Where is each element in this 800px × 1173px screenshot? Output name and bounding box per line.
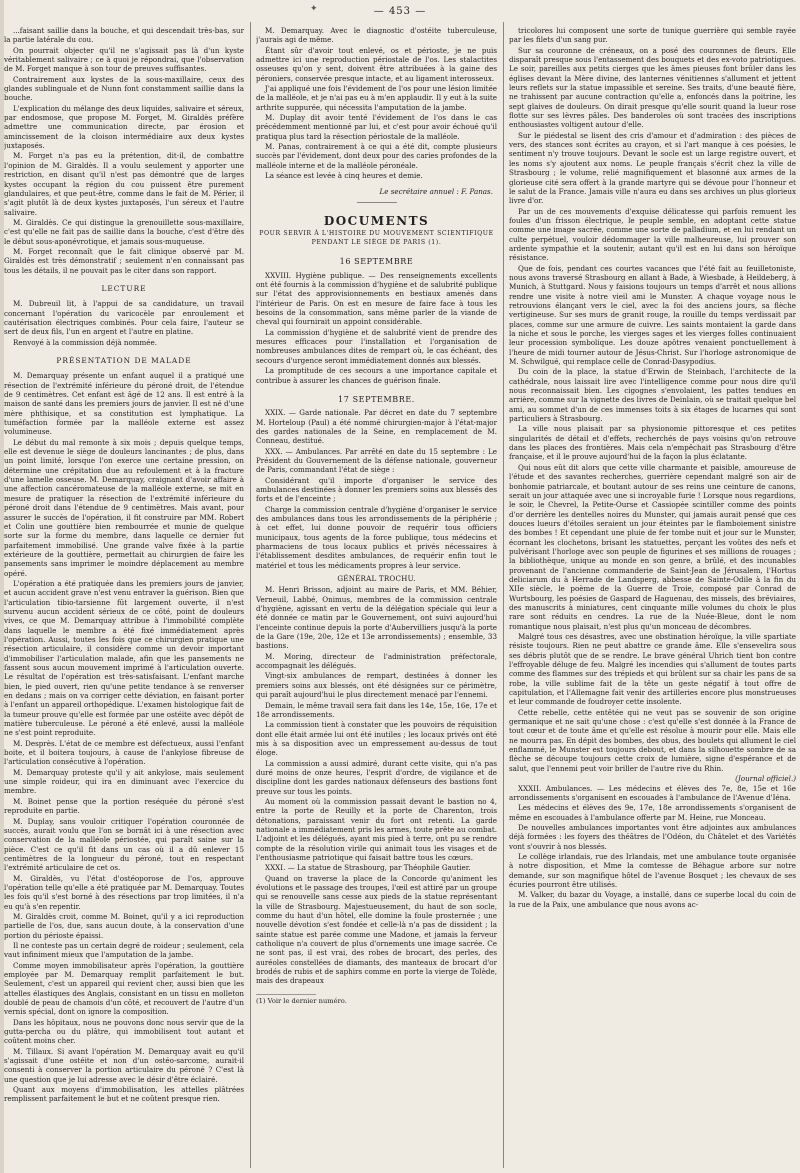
divider [357,202,397,203]
paragraph: Demain, le même travail sera fait dans les 14e, 15e, 16e, 17e et 18e arrondissements. [256,700,497,719]
paragraph: M. Henri Brisson, adjoint au maire de Paris, et MM. Béhier, Verneuil, Labbé, Onimus, membres de la commission centrale d'hygiène, agissant en vertu de la délégation spéciale qui leur a été donnée ce matin par le Gouvernement, ont suivi aujourd'hui l'enceinte continue depuis la porte d'Aubervilliers jusqu'à la porte de la Gare (19e, 20e, 12e et 13e arrondissements) ; ensemble, 33 bastions. [256,585,497,651]
paragraph: Comme moyen immobilisateur après l'opération, la gouttière employée par M. Demarquay remplit parfaitement le but. Seulement, c'est un appareil qui revient cher, aussi bien que les attelles élastiques des Anglais, consistant en un tissu en molleton doublé de peau de chamois d'un côté, et recouvert de l'autre d'un vernis spécial, dont on ignore la composition. [4,960,244,1017]
paragraph: XXXII. Ambulances. — Les médecins et élèves des 7e, 8e, 15e et 16e arrondissements s'organisent en escouades à l'ambulance de l'Avenue d'Iéna. [509,783,796,802]
paragraph: Il ne conteste pas un certain degré de roideur ; seulement, cela vaut infiniment mieux que l'amputation de la jambe. [4,940,244,960]
paragraph: L'opération a été pratiquée dans les premiers jours de janvier, et aucun accident grave n'est venu entraver la guérison. Bien que l'articulation tibio-tarsienne fût largement ouverte, il n'est survenu aucun accident sérieux de ce côté, point de douleurs vives, ce que M. Demarquay attribue à l'immobilité complète dans laquelle le membre a été fixé immédiatement après l'opération. Aussi, toutes les fois que ce chirurgien pratique une résection articulaire, il considère comme un devoir important d'immobiliser l'articulation malade, afin que les pansements ne fassent sous aucun mouvement imprimé à l'articulation ouverte. Le résultat de l'opération est très-satisfaisant. L'enfant marche bien, le pied ouvert, rien qu'une petite tendance à se renverser en dedans ; mais on va corriger cette déviation, en faisant porter à l'enfant un appareil orthopédique. L'examen histologique fait de la tumeur prouve qu'elle est formée par une ostéite avec dépôt de matière tuberculeuse. Le péroné a été enlevé, aussi la malléole ne s'est point reproduite. [4,578,244,738]
secretary-signature: Le secrétaire annuel : F. Panas. [379,186,493,196]
paragraph: Au moment où la commission passait devant le bastion no 4, entre la porte de Reuilly et la porte de Charenton, trois détonations, paraissant venir du fort ont retenti. La garde nationale a immédiatement pris les armes, toute prête au combat. L'adjoint et les délégués, ayant mis pied à terre, ont pu se rendre compte de la résolution virile qui animait tous les visages et de l'enthousiasme patriotique qui faisait battre tous les cœurs. [256,796,497,862]
paragraph: L'explication du mélange des deux liquides, salivaire et séreux, par endosmose, que propose M. Forget, M. Giraldès préfère admettre une communication directe, par érosion et amincissement de la cloison intermédiaire aux deux kystes juxtaposés. [4,103,244,151]
paragraph: M. Demarquay présente un enfant auquel il a pratiqué une résection de l'extrémité inférieure du péroné droit, de l'étendue de 9 centimètres. Cet enfant est âgé de 12 ans. Il est entré à la maison de santé dans les premiers jours de janvier. Il est né d'une mère phthisique, et sa constitution est lymphatique. La tuméfaction formée par la malléole externe est assez volumineuse. [4,371,244,437]
column-1 [4,26,244,1166]
paragraph: Vingt-six ambulances de rempart, destinées à donner les premiers soins aux blessés, ont été désignées sur ce périmètre, qui paraît aujourd'hui le plus directement menacé par l'ennemi. [256,671,497,700]
paragraph: Malgré tous ces désastres, avec une obstination héroïque, la ville spartiate résiste toujours. Rien ne peut abattre ce grande âme. Elle s'ensevelira sous ses débris plutôt que de se rendre. Le brave général Uhrich tient bon contre l'effroyable déluge de feu. Malgré les incendies qui s'allument de toutes parts comme des flammes sur des trépieds et qui brûlent sur sa chair les pans de sa robe, la ville sublime fait de la tête un geste négatif à tout offre de capitulation, et l'Allemagne fait venir des artilleries encore plus monstrueuses et leur commande de foudroyer cette insolente. [509,632,796,707]
paragraph: Dans les hôpitaux, nous ne pouvons donc nous servir que de la gutta-percha ou du plâtre, qui immobilisent tout autant et coûtent moins cher. [4,1017,244,1046]
paragraph: M. Panas, contrairement à ce qui a été dit, compte plusieurs succès par l'évidement, dont deux pour des caries profondes de la malléole interne et de la malléole péronéale. [256,142,497,170]
date-heading: 17 SEPTEMBRE. [338,394,415,404]
documents-subtitle: POUR SERVIR À L'HISTOIRE DU MOUVEMENT SCIENTIFIQUE PENDANT LE SIÈGE DE PARIS (1). [259,230,494,246]
paragraph: La commission a aussi admiré, durant cette visite, qui n'a pas duré moins de onze heures, l'esprit d'ordre, de vigilance et de discipline dont les gardes nationaux défenseurs des bastions font preuve sur tous les points. [256,758,497,796]
paragraph: Contrairement aux kystes de la sous-maxillaire, ceux des glandes sublinguale et de Nunn font constamment saillie dans la bouche. [4,74,244,103]
paragraph: Que de fois, pendant ces courtes vacances que l'été fait au feuilletoniste, nous avons traversé Strasbourg en allant à Bade, à Wiesbade, à Heildeberg, à Munich, à Stuttgard. Nous y faisions toujours un temps d'arrêt et nous allions rendre une visite à notre vieil ami le Munster. A chaque voyage nous le retrouvions élançant vers le ciel, avec la foi des anciens jours, sa flèche vertigineuse. Sur ses murs de granit rouge, la rouille du temps verdissait par places, comme sur une armure de cuivre. Les saints montaient la garde dans la niche et sous le porche, les vierges sages et les vierges folles continuaient leur procession symbolique. Les douze apôtres venaient ponctuellement à l'heure de midi tourner autour de Jésus-Christ. Sur l'horloge astronomique de M. Schwilgué, qui remplace celle de Conrad-Dasypodius. [509,263,796,367]
paragraph: La promptitude de ces secours a une importance capitale et contribue à assurer les chances de guérison finale. [256,366,497,385]
paragraph: M. Desprès. L'état de ce membre est défectueux, aussi l'enfant boite, et il boitera toujours, à cause de l'ankylose fibreuse de l'articulation consécutive à l'opération. [4,738,244,767]
paragraph: La séance est levée à cinq heures et demie. [265,171,423,181]
paragraph: Le collège irlandais, rue des Irlandais, met une ambulance toute organisée à notre disposition, et Mme la comtesse de Béhague arbore sur notre demande, sur son magnifique hôtel de l'avenue Bosquet ; les chevaux de ses écuries pourront être utilisés. [509,851,796,889]
paragraph: Cette rebelle, cette entêtée qui ne veut pas se souvenir de son origine germanique et ne sait qu'une chose : c'est qu'elle s'est donnée à la France de tout cœur et de toute âme et qu'elle est résolue à mourir pour elle. Mais elle ne mourra pas. En dépit des bombes, des obus, des boulets qui allument le ciel enflammé, le Munster est toujours debout, et dans la silhouette sombre de sa flèche se découpe toujours cette croix de lumière, signe d'espérance et de salut, que l'ennemi peut voir briller de l'autre rive du Rhin. [509,707,796,773]
page-number: — 453 — [373,6,427,17]
paragraph: M. Giraldès. Ce qui distingue la grenouillette sous-maxillaire, c'est qu'elle ne fait pas de saillie dans la bouche, c'est d'être dès le début sous-aponévrotique, et jamais sous-muqueuse. [4,217,244,246]
paragraph: XXX. — Ambulances. Par arrêté en date du 15 septembre : Le Président du Gouvernement de la défense nationale, gouverneur de Paris, commandant l'état de siège : [256,446,497,475]
paragraph: M. Forget reconnaît que le fait clinique observé par M. Giraldès est très démonstratif ; seulement n'en connaissant pas tous les détails, il ne pouvait pas le citer dans son rapport. [4,246,244,275]
paragraph: M. Tillaux. Si avant l'opération M. Demarquay avait eu qu'il s'agissait d'une ostéite et non d'un ostéo-sarcome, aurait-il consenti à conserver la portion articulaire du péroné ? C'est là une question que je lui adresse avec le désir d'être éclairé. [4,1046,244,1084]
section-heading-presentation: PRÉSENTATION DE MALADE [56,356,192,365]
column-2 [256,26,497,1166]
paragraph: Renvoyé à la commission déjà nommée. [13,337,158,347]
paragraph: M. Forget n'a pas eu la prétention, dit-il, de combattre l'opinion de M. Giraldès. Il a voulu seulement y apporter une restriction, en disant qu'il n'est pas démontré que de larges kystes occupant la région du cou puissent être purement glandulaires, et que peut-être, comme dans le fait de M. Périer, il s'agit plutôt là de deux kystes juxtaposés, l'un séreux et l'autre salivaire. [4,151,244,217]
paragraph: La commission d'hygiène et de salubrité vient de prendre des mesures efficaces pour l'installation et l'organisation de nombreuses ambulances dites de rempart où, le cas échéant, des secours d'urgence seront immédiatement donnés aux blessés. [256,327,497,365]
paragraph: M. Duplay, sans vouloir critiquer l'opération couronnée de succès, aurait voulu que l'on se bornât ici à une résection avec conservation de la malléole périostée, qui paraît saine sur la pièce. C'est ce qu'il fit dans un cas où il a dû enlever 15 centimètres de la longueur du péroné, tout en respectant l'extrémité articulaire de cet os. [4,816,244,873]
paragraph: Sur le piédestal se lisent des cris d'amour et d'admiration : des pièces de vers, des stances sont écrites au crayon, et si l'art manque à ces poésies, le sentiment n'y trouve toujours. Devant le socle est un large registre ouvert, et les noms s'y ajoutent aux noms. Le peuple français s'écrit chez la ville de Strasbourg ; le volume, relié magnifiquement et blasonné aux armes de la glorieuse cité sera offert à la grande martyre qui se dévoue pour l'honneur et le salut de la France. Jamais ville n'aura eu dans ses archives un plus glorieux livre d'or. [509,130,796,206]
paragraph: De nouvelles ambulances importantes vont être adjointes aux ambulances déjà formées : les foyers des théâtres de l'Odéon, du Châtelet et des Variétés vont s'ouvrir à nos blessés. [509,822,796,851]
column-rule-1 [250,22,251,1168]
signature-trochu: GÉNÉRAL TROCHU. [337,574,416,584]
paragraph: XXIX. — Garde nationale. Par décret en date du 7 septembre M. Horteloup (Paul) a été nommé chirurgien-major à l'état-major des gardes nationales de la Seine, en remplacement de M. Conneau, destitué. [256,408,497,446]
paragraph: M. Duplay dit avoir tenté l'évidement de l'os dans le cas précédemment mentionné par lui, et c'est pour avoir échoué qu'il pratiqua plus tard la résection périostale de la malléole. [256,113,497,141]
paragraph: Sur sa couronne de créneaux, on a posé des couronnes de fleurs. Elle disparaît presque sous l'entassement des bouquets et des ex-voto patriotiques. Le soir, pareilles aux petits cierges que les âmes pieuses font brûler dans les églises devant la Mère divine, des lanternes vénitiennes s'allument et jettent leurs reflets sur la statue impassible et sereine. Ses traits, d'une beauté fière, ne trahissent par aucune contraction qu'elle a, enfoncés dans la poitrine, les sept glaives de douleurs. On dirait presque qu'elle sourit quand la lueur rose flotte sur ses lèvres pâles. Des banderoles où sont tracées des inscriptions enthousiastes voltigent autour d'elle. [509,45,796,130]
paragraph: M. Dubreuil lit, à l'appui de sa candidature, un travail concernant l'opération du varicocèle par enroulement et cautérisation électriques combinés. Pour cela faire, l'auteur se sert de deux fils, l'un en argent et l'autre en platine. [4,299,244,337]
paragraph: M. Boinet pense que la portion reséquée du péroné s'est reproduite en partie. [4,796,244,816]
paragraph: M. Demarquay. Avec le diagnostic d'ostéite tuberculeuse, j'aurais agi de même. [256,26,497,45]
paragraph: On pourrait objecter qu'il ne s'agissait pas là d'un kyste véritablement salivaire ; ce à quoi je répondrai, que l'observation de M. Forget manque à son tour de preuves suffisantes. [4,45,244,74]
paragraph: M. Moring, directeur de l'administration préfectorale, accompagnait les délégués. [256,651,497,671]
date-heading: 16 SEPTEMBRE [339,257,414,267]
paragraph: M. Giraldès, vu l'état d'ostéoporose de l'os, approuve l'opération telle qu'elle a été pratiquée par M. Demarquay. Toutes les fois qu'il s'est borné à des résections par trop limitées, il n'a eu qu'à s'en repentir. [4,873,244,911]
documents-title: DOCUMENTS [323,213,430,228]
paragraph: Charge la commission centrale d'hygiène d'organiser le service des ambulances dans tous les arrondissements de la périphérie ; à cet effet, lui donne pouvoir de requérir tous officiers municipaux, tous agents de la force publique, tous médecins et pharmaciens de tous locaux publics et privés nécessaires à l'établissement desdites ambulances, de requérir enfin tout le matériel et tous les médicaments propres à leur service. [256,504,497,570]
paragraph: XXVIII. Hygiène publique. — Des renseignements excellents ont été fournis à la commission d'hygiène et de salubrité publique sur l'état des approvisionnements en bestiaux amenés dans l'intérieur de Paris. On est en mesure de faire face à tous les besoins de la consommation, sans même parler de la viande de cheval qui fournirait un appoint considérable. [256,270,497,327]
footnote: (1) Voir le dernier numéro. [256,994,316,1006]
paragraph: Qui nous eût dit alors que cette ville charmante et paisible, amoureuse de l'étude et des savantes recherches, guerrière cependant malgré son air de bonhomie patriarcale, et boutant autour de ses reins une ceinture de canons, serait un jour attaquée avec une si incroyable furie ! Lorsque nous regardions, le soir, le Chevrel, la Petite-Ourse et Cassiopée scintiller comme des points d'or derrière les dentelles noires du Munster, qui jamais aurait pensé que ces douces lueurs d'étoiles seraient un jour éteintes par le flamboiement sinistre des bombes ! Et cependant une pluie de fer tombe nuit et jour sur le Munster, écornant les clochetons, brisant les statuettes, perçant les voûtes des nefs et pulvérisant l'horloge avec son peuple de figurines et ses millions de rouages ; la bibliothèque, unique au monde en son genre, a brûlé, et des incunables provenant de l'ancienne commanderie de Saint-Jean de Jérusalem, l'Hortus deliciarum du à Herrade de Landsperg, abbesse de Sainte-Odile à la fin du XIIe siècle, le poème de la Guerre de Troie, composé par Conrad de Wurtsbourg, les poésies de Gaspard de Haguenau, des missels, des bréviaires, des manuscrits à miniatures, cent cinquante mille volumes du choix le plus rare sont réduits en cendres. La rue de la Nuée-Bleue, dont le nom romantique nous plaisait, n'est plus qu'un monceau de décombres. [509,462,796,631]
paragraph: Le début du mal remonte à six mois ; depuis quelque temps, elle est devenue le siège de douleurs lancinantes ; de plus, dans un point limité, lorsque l'on exerce une certaine pression, on détermine une crépitation due au refoulement et à la fracture d'une lamelle osseuse. M. Demarquay, craignant d'avoir affaire à une affection cancéromateuse de la malléole externe, se mit en mesure de pratiquer la résection de l'extrémité inférieure du péroné droit dans l'étendue de 9 centimètres. Mais avant, pour assurer le succès de l'opération, il fit construire par MM. Robert et Colin une gouttière bien rembourrée et munie de quelque sorte sur la forme du membre, dans laquelle ce dernier fut parfaitement immobilisé. Une grande valve fixée à la partie extérieure de la gouttière, permettait au chirurgien de faire les pansements sans imprimer le moindre déplacement au membre opéré. [4,437,244,578]
print-mark: ✦ [310,4,318,14]
paragraph: Considérant qu'il importe d'organiser le service des ambulances destinées à donner les premiers soins aux blessés des forts et de l'enceinte ; [256,475,497,504]
paragraph: M. Demarquay proteste qu'il y ait ankylose, mais seulement une simple roideur, qui ira en diminuant avec l'exercice du membre. [4,767,244,796]
paragraph: J'ai appliqué une fois l'évidement de l'os pour une lésion limitée de la malléole, et je n'ai pas eu à m'en applaudir. Il y eut à la suite arthrite suppurée, qui nécessita l'amputation de la jambe. [256,84,497,112]
source-credit: (Journal officiel.) [735,774,796,784]
paragraph: XXXI. — La statue de Strasbourg, par Théophile Gautier. [265,863,471,873]
paragraph: Quant aux moyens d'immobilisation, les attelles plâtrées remplissent parfaitement le but et ne coûtent presque rien. [4,1085,244,1104]
section-heading-lecture: LECTURE [101,283,147,293]
column-3 [509,26,796,1166]
paragraph: Étant sûr d'avoir tout enlevé, os et périoste, je ne puis admettre ici une reproduction périostale de l'os. Les stalactites osseuses qu'on y sent, doivent être attribuées à la gaine des péroniers, conservée presque intacte, et au ligament interosseux. [256,45,497,83]
paragraph: Quand on traverse la place de la Concorde qu'animent les évolutions et le passage des troupes, l'œil est attiré par un groupe qui se renouvelle sans cesse aux pieds de la statue représentant la ville de Strasbourg. Majestueusement, du haut de son socle, comme du haut d'un hôtel, elle domine la foule prosternée ; une nouvelle dévotion s'est fondée et celle-là n'a pas de dissident ; la sainte statue est parée comme une Madone, et jamais la ferveur catholique n'a couvert de plus d'ornements une image sacrée. Ce ne sont pas, il est vrai, des robes de brocart, des perles, des auréoles constellées de diamants, des manteaux de brocart d'or brodés de rubis et de saphirs comme en porte la vierge de Tolède, mais des drapeaux [256,873,497,986]
column-rule-2 [503,22,504,1168]
paragraph: La ville nous plaisait par sa physionomie pittoresque et ces petites singularités de détail et d'effets, recherchés de pays voisins qu'on retrouve dans les places des frontières. Mais cela n'empêchait pas Strasbourg d'être française, et il le prouve aujourd'hui de la façon la plus éclatante. [509,424,796,462]
paragraph: Par un de ces mouvements d'exquise délicatesse qui parfois remuent les foules d'un frisson électrique, le peuple semble, en adoptant cette statue comme une image sacrée, comme une sorte de palladium, et en lui rendant un culte perpétuel, vouloir dédommager la ville malheureuse, lui prouver son ardente sympathie et la soutenir, autant qu'il est en lui dans son héroïque résistance. [509,206,796,263]
paragraph: ...faisant saillie dans la bouche, et qui descendait très-bas, sur la partie latérale du cou. [4,26,244,45]
paragraph: M. Valker, du bazar du Voyage, a installé, dans ce superbe local du coin de la rue de la Paix, une ambulance que nous avons ac- [509,890,796,909]
paragraph: Du coin de la place, la statue d'Erwin de Steinbach, l'architecte de la cathédrale, nous laissait lire avec l'intelligence comme pour nous dire qu'il nous reconnaissait bien. Les cigognes s'envolaient, les pattes tendues en arrière, comme sur la vignette des livres de Deinlain, où se traitait quelque bel ami, au sommet d'un de ces immenses toits à six étages de lucarnes qui sont particuliers à Strasbourg. [509,367,796,424]
paragraph: tricolores lui composent une sorte de tunique guerrière qui semble rayée par les filets d'un sang pur. [509,26,796,45]
paragraph: M. Giraldès croit, comme M. Boinet, qu'il y a ici reproduction partielle de l'os, due, sans aucun doute, à la conservation d'une portion du périoste épaissi. [4,911,244,940]
paragraph: Les médecins et élèves des 9e, 17e, 18e arrondissements s'organisent de même en escouades à l'ambulance offerte par M. Heine, rue Monceau. [509,803,796,822]
paragraph: La commission tient à constater que les pouvoirs de réquisition dont elle était armée lui ont été inutiles ; les locaux privés ont été mis à sa disposition avec un empressement au-dessus de tout éloge. [256,720,497,758]
